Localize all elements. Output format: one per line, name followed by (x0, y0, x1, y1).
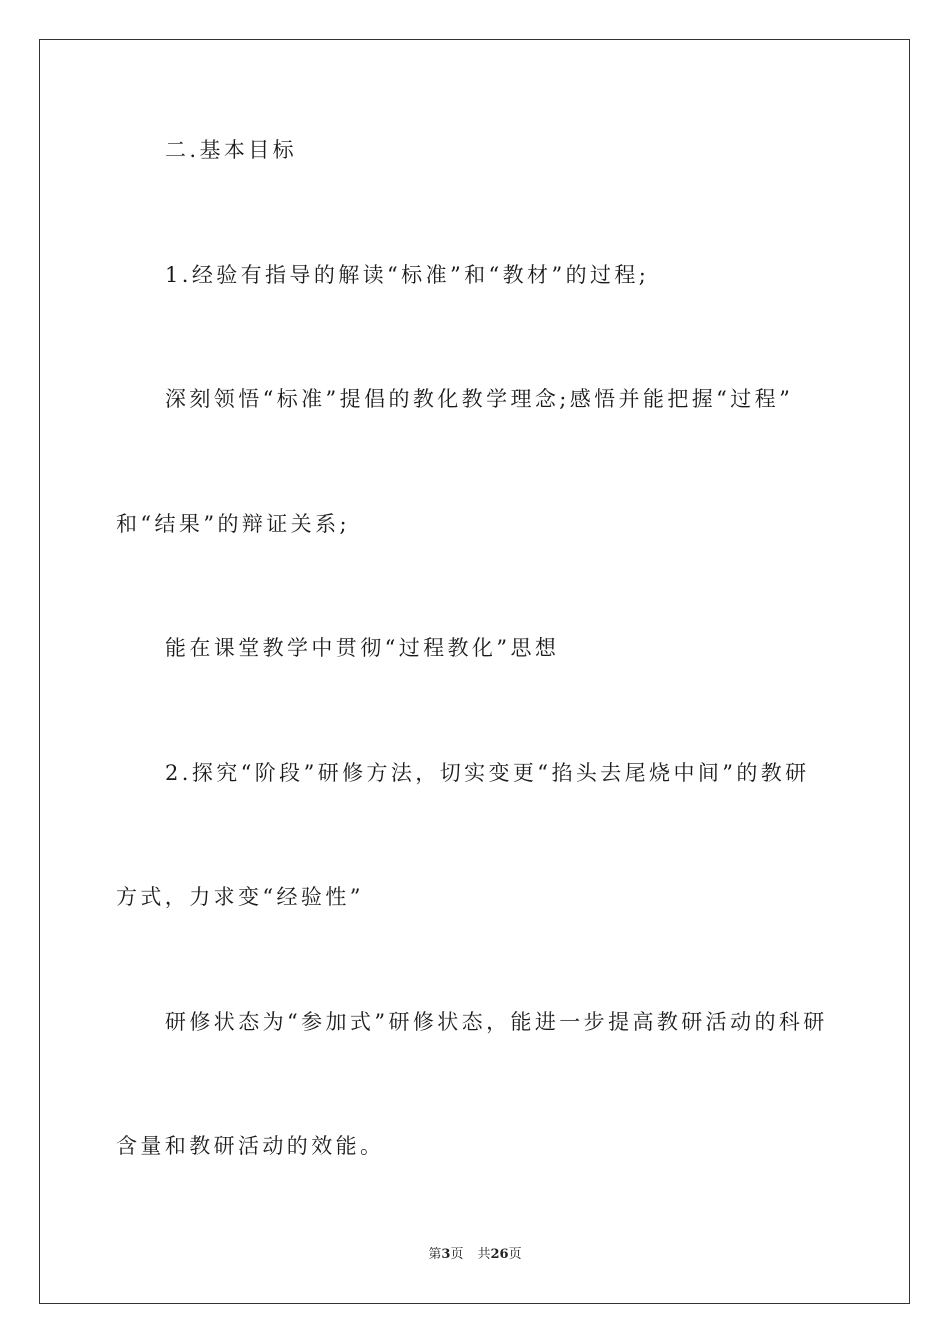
paragraph-line: 1.经验有指导的解读“标准”和“教材”的过程; (165, 263, 650, 287)
page-suffix: 页 (450, 1247, 464, 1262)
paragraph-line: 深刻领悟“标准”提倡的教化教学理念;感悟并能把握“过程” (165, 387, 794, 411)
section-heading: 二.基本目标 (165, 138, 298, 162)
paragraph-line: 和“结果”的辩证关系; (116, 512, 350, 536)
paragraph-line: 含量和教研活动的效能。 (116, 1134, 385, 1158)
page-border (39, 39, 910, 1304)
page-number: 3 (441, 1247, 451, 1262)
page-prefix: 第 (428, 1247, 442, 1262)
paragraph-line: 方式，力求变“经验性” (116, 885, 364, 909)
page-footer (0, 1246, 950, 1264)
paragraph-line: 研修状态为“参加式”研修状态，能进一步提高教研活动的科研 (165, 1010, 828, 1034)
paragraph-line: 能在课堂教学中贯彻“过程教化”思想 (165, 636, 560, 660)
total-pages: 26 (490, 1247, 509, 1262)
total-prefix: 共 (477, 1247, 491, 1262)
paragraph-line: 2.探究“阶段”研修方法，切实变更“掐头去尾烧中间”的教研 (165, 761, 810, 785)
total-suffix: 页 (508, 1247, 522, 1262)
